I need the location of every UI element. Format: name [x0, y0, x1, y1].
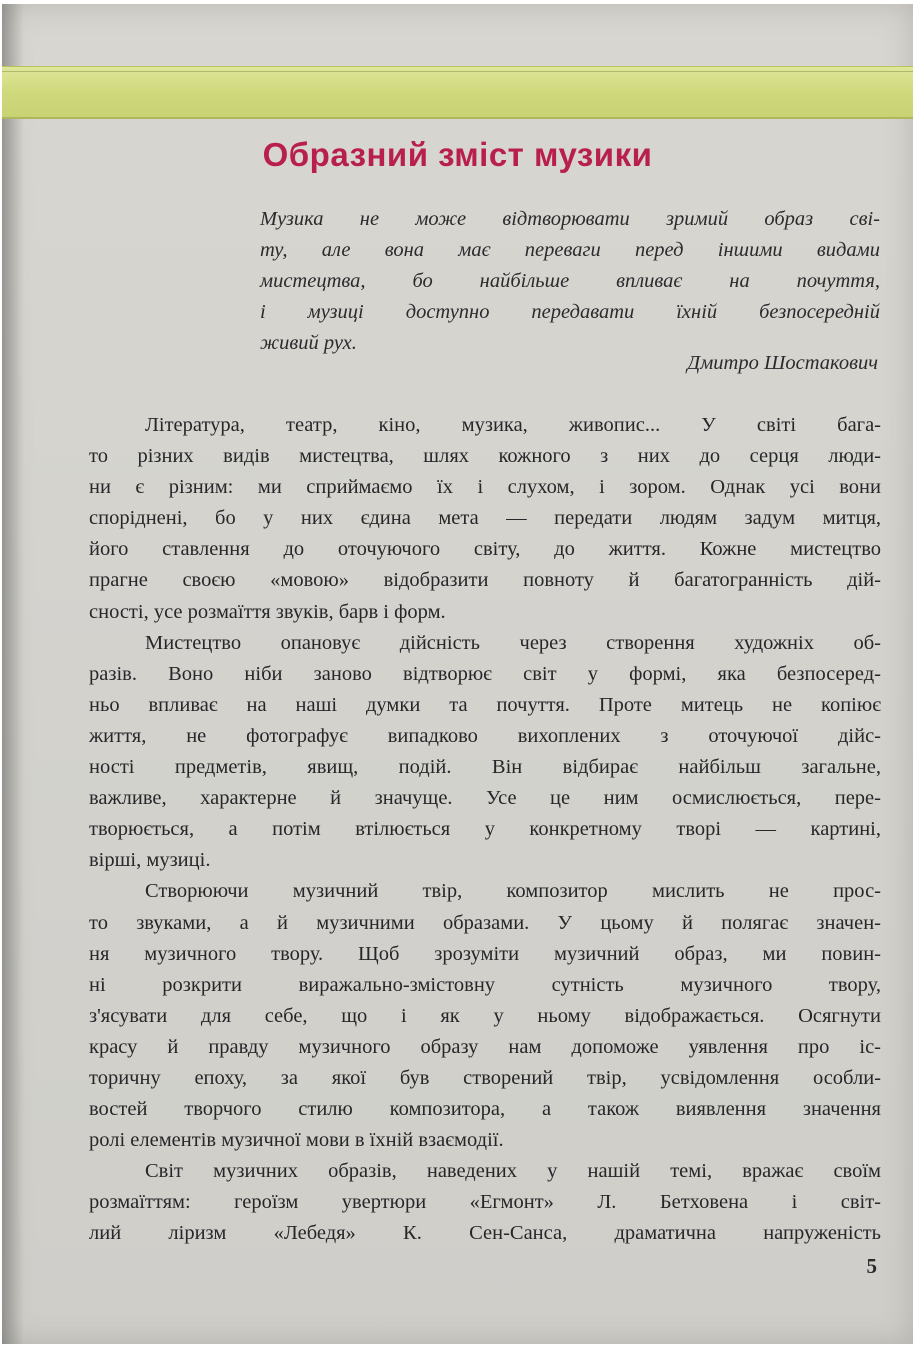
- body-line: разів. Воно ніби заново відтворює світ у формі, яка безпосеред-: [89, 662, 881, 685]
- page-number: 5: [866, 1254, 877, 1278]
- header-band: [2, 66, 913, 119]
- body-line: вірші, музиці.: [89, 849, 211, 872]
- body-line: торичну епоху, за якої був створений твір, усвідомлення особли-: [89, 1066, 881, 1089]
- page-title: Образний зміст музики: [262, 136, 653, 173]
- body-line: творюється, а потім втілюється у конкретному творі — картині,: [89, 818, 881, 841]
- epigraph-author: Дмитро Шостакович: [687, 352, 878, 374]
- body-line: лий ліризм «Лебедя» К. Сен-Санса, драматична напруженість: [89, 1222, 881, 1245]
- body-line: Література, театр, кіно, музика, живопис... У світі бага-: [145, 414, 881, 436]
- body-line: красу й правду музичного образу нам допоможе уявлення про іс-: [89, 1035, 881, 1058]
- body-line: ня музичного твору. Щоб зрозуміти музичний образ, ми повин-: [89, 942, 881, 965]
- body-line: ни є різним: ми сприймаємо їх і слухом, і зором. Однак усі вони: [89, 476, 881, 499]
- body-line: прагне своєю «мовою» відобразити повноту й багатогранність дій-: [89, 569, 881, 592]
- epigraph-line: ту, але вона має переваги перед іншими видами: [260, 239, 880, 261]
- body-line: важливе, характерне й значуще. Усе це ним осмислюється, пере-: [89, 787, 881, 810]
- body-line: споріднені, бо у них єдина мета — передати людям задум митця,: [89, 507, 881, 530]
- body-line: ролі елементів музичної мови в їхній взаємодії.: [89, 1129, 504, 1152]
- body-line: Мистецтво опановує дійсність через створення художніх об-: [145, 631, 881, 654]
- body-line: то звуками, а й музичними образами. У цьому й полягає значен-: [89, 911, 881, 934]
- body-line: Світ музичних образів, наведених у нашій темі, вражає своїм: [145, 1160, 881, 1183]
- body-line: життя, не фотографує випадково вихоплених з оточуючої дійс-: [89, 724, 881, 747]
- body-line: ності предметів, явищ, подій. Він відбирає найбільш загальне,: [89, 756, 881, 779]
- body-line: його ставлення до оточуючого світу, до життя. Кожне мистецтво: [89, 538, 881, 561]
- body-line: ньо впливає на наші думки та почуття. Проте митець не копіює: [89, 693, 881, 716]
- body-line: востей творчого стилю композитора, а також виявлення значення: [89, 1098, 881, 1121]
- book-page: [2, 4, 913, 1344]
- body-line: розмаїттям: героїзм увертюри «Егмонт» Л. Бетховена і світ-: [89, 1191, 881, 1214]
- epigraph-line: і музиці доступно передавати їхній безпосередній: [260, 301, 880, 323]
- body-line: то різних видів мистецтва, шлях кожного з них до серця люди-: [89, 445, 881, 468]
- body-line: сності, усе розмаїття звуків, барв і форм.: [89, 600, 446, 623]
- body-line: з'ясувати для себе, що і як у ньому відображається. Осягнути: [89, 1004, 881, 1027]
- header-band-line: [2, 71, 913, 72]
- epigraph-line: Музика не може відтворювати зримий образ сві-: [260, 208, 880, 230]
- epigraph: [260, 204, 880, 359]
- body-text: [89, 410, 881, 1250]
- body-line: Створюючи музичний твір, композитор мислить не прос-: [145, 880, 881, 903]
- epigraph-line: мистецтва, бо найбільше впливає на почуття,: [260, 270, 880, 292]
- body-line: ні розкрити виражально-змістовну сутність музичного твору,: [89, 973, 881, 996]
- epigraph-line: живий рух.: [260, 332, 357, 354]
